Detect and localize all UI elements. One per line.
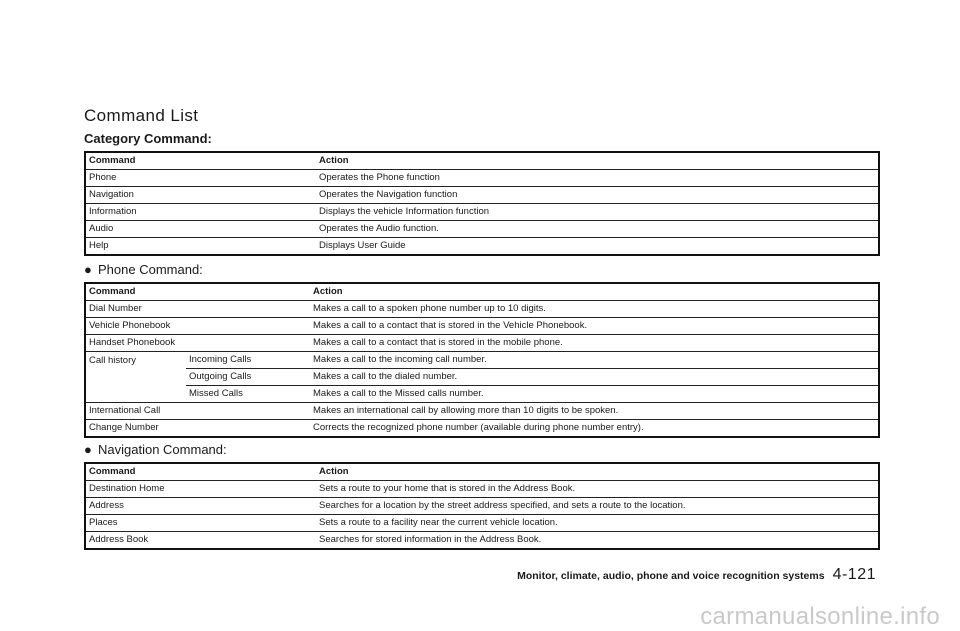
action-cell: Sets a route to your home that is stored in the Address Book. xyxy=(316,481,879,498)
subcommand-cell: Missed Calls xyxy=(186,386,310,403)
table-row xyxy=(85,386,879,403)
category-command-table xyxy=(84,151,880,256)
navigation-command-heading xyxy=(84,442,227,457)
section-heading-label: Phone Command: xyxy=(98,262,203,277)
table-row xyxy=(85,318,879,335)
bullet-icon: ● xyxy=(84,262,92,277)
column-header: Action xyxy=(316,463,879,481)
table-row xyxy=(85,170,879,187)
page-title: Command List xyxy=(84,106,199,125)
phone-command-heading xyxy=(84,262,203,277)
table-header-row xyxy=(85,152,879,170)
action-cell: Operates the Phone function xyxy=(316,170,879,187)
action-cell: Makes a call to the dialed number. xyxy=(310,369,879,386)
column-header: Command xyxy=(85,152,316,170)
table-row xyxy=(85,335,879,352)
table-row xyxy=(85,481,879,498)
table-row xyxy=(85,187,879,204)
table-row xyxy=(85,238,879,256)
table-row xyxy=(85,204,879,221)
command-cell: Call history xyxy=(85,352,186,369)
table-header-row xyxy=(85,463,879,481)
command-cell: Help xyxy=(85,238,316,256)
table-row xyxy=(85,352,879,369)
page-number: 4-121 xyxy=(832,566,876,583)
command-cell: International Call xyxy=(85,403,310,420)
subcommand-cell: Incoming Calls xyxy=(186,352,310,369)
table-row xyxy=(85,403,879,420)
command-cell: Audio xyxy=(85,221,316,238)
watermark: carmanualsonline.info xyxy=(700,603,940,630)
action-cell: Corrects the recognized phone number (available during phone number entry). xyxy=(310,420,879,438)
table-row xyxy=(85,515,879,532)
phone-command-table xyxy=(84,282,880,438)
action-cell: Searches for a location by the street address specified, and sets a route to the location. xyxy=(316,498,879,515)
table-row xyxy=(85,221,879,238)
footer-section-title: Monitor, climate, audio, phone and voice recognition systems xyxy=(517,570,825,582)
table-row xyxy=(85,369,879,386)
action-cell: Displays the vehicle Information function xyxy=(316,204,879,221)
action-cell: Operates the Navigation function xyxy=(316,187,879,204)
bullet-icon: ● xyxy=(84,442,92,457)
table-row xyxy=(85,532,879,550)
command-cell xyxy=(85,386,186,403)
action-cell: Sets a route to a facility near the current vehicle location. xyxy=(316,515,879,532)
action-cell: Makes a call to a contact that is stored in the Vehicle Phonebook. xyxy=(310,318,879,335)
command-cell: Destination Home xyxy=(85,481,316,498)
page-footer xyxy=(517,566,876,584)
command-cell: Address xyxy=(85,498,316,515)
column-header: Action xyxy=(316,152,879,170)
command-cell: Vehicle Phonebook xyxy=(85,318,310,335)
table-row xyxy=(85,498,879,515)
command-cell xyxy=(85,369,186,386)
command-cell: Navigation xyxy=(85,187,316,204)
action-cell: Makes a call to the incoming call number. xyxy=(310,352,879,369)
action-cell: Searches for stored information in the Address Book. xyxy=(316,532,879,550)
category-command-heading: Category Command: xyxy=(84,131,212,146)
command-cell: Information xyxy=(85,204,316,221)
table-header-row xyxy=(85,283,879,301)
table-row xyxy=(85,301,879,318)
command-cell: Places xyxy=(85,515,316,532)
column-header: Command xyxy=(85,463,316,481)
command-cell: Address Book xyxy=(85,532,316,550)
command-cell: Dial Number xyxy=(85,301,310,318)
action-cell: Makes a call to the Missed calls number. xyxy=(310,386,879,403)
action-cell: Displays User Guide xyxy=(316,238,879,256)
table-row xyxy=(85,420,879,438)
column-header: Action xyxy=(310,283,879,301)
command-cell: Change Number xyxy=(85,420,310,438)
action-cell: Makes an international call by allowing more than 10 digits to be spoken. xyxy=(310,403,879,420)
command-cell: Handset Phonebook xyxy=(85,335,310,352)
navigation-command-table xyxy=(84,462,880,550)
command-cell: Phone xyxy=(85,170,316,187)
section-heading-label: Navigation Command: xyxy=(98,442,227,457)
action-cell: Operates the Audio function. xyxy=(316,221,879,238)
action-cell: Makes a call to a spoken phone number up to 10 digits. xyxy=(310,301,879,318)
column-header: Command xyxy=(85,283,310,301)
action-cell: Makes a call to a contact that is stored in the mobile phone. xyxy=(310,335,879,352)
subcommand-cell: Outgoing Calls xyxy=(186,369,310,386)
